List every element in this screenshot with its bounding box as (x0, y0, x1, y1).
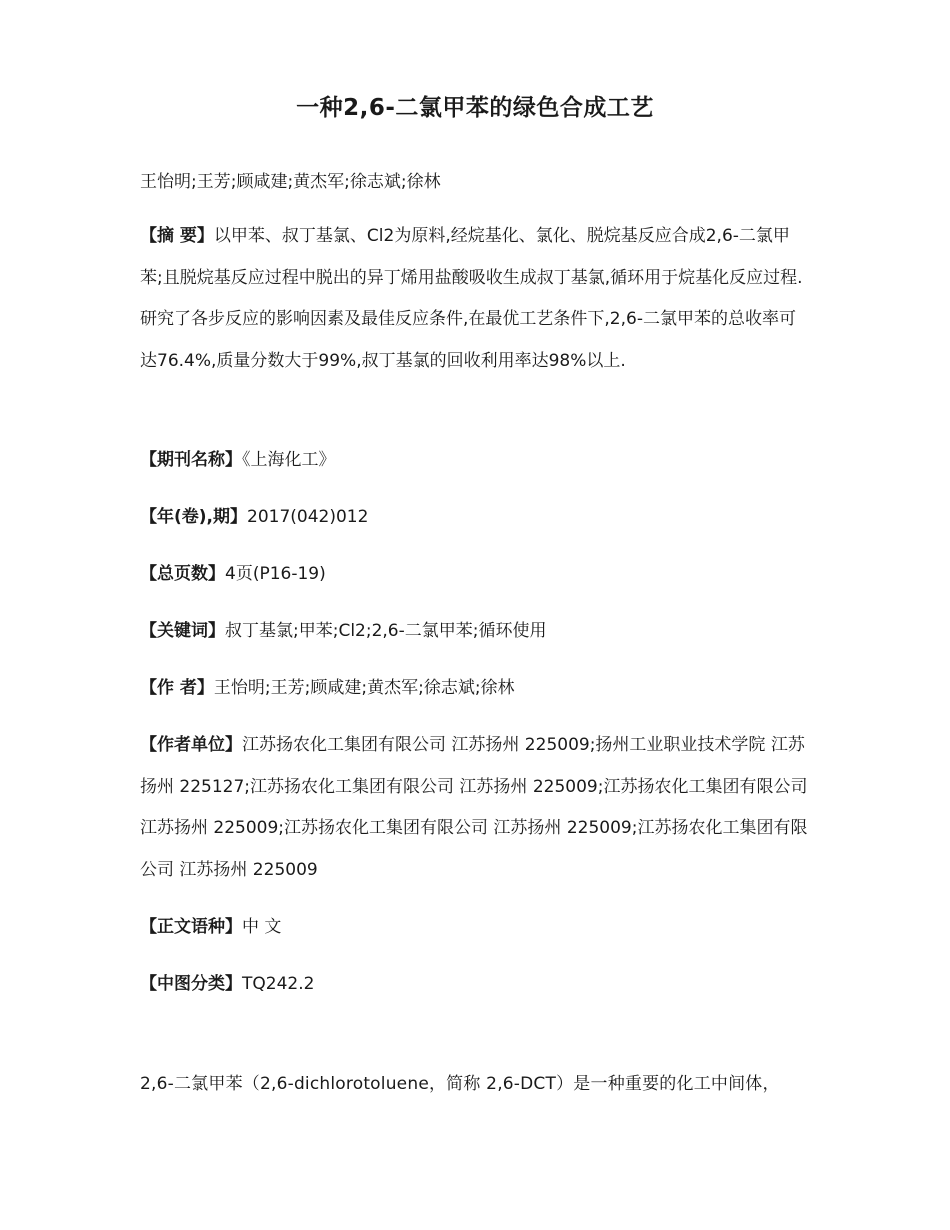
affiliation-label: 【作者单位】 (140, 735, 242, 755)
author-label: 【作 者】 (140, 678, 214, 698)
journal-label: 【期刊名称】 (140, 450, 242, 470)
total-pages-value: 4页(P16-19) (225, 564, 326, 584)
authors-line: 王怡明;王芳;顾咸建;黄杰军;徐志斌;徐林 (140, 172, 441, 192)
body-paragraph-first-line: 2,6-二氯甲苯（2,6-dichlorotoluene，简称 2,6-DCT）是一种重要的化工中间体， (140, 1074, 780, 1094)
keywords-label: 【关键词】 (140, 621, 225, 641)
journal-value: 《上海化工》 (242, 450, 336, 470)
language-value: 中 文 (242, 917, 282, 937)
affiliation-value: 江苏扬农化工集团有限公司 江苏扬州 225009;扬州工业职业技术学院 江苏扬州 225127;江苏扬农化工集团有限公司 江苏扬州 225009;江苏扬农化工集团有限公司 江苏扬州 225009;江苏扬农化工集团有限公司 江苏扬州 225009;江苏扬农化工集团有限公司 江苏扬州 225009 (140, 735, 808, 880)
journal-field (140, 440, 812, 482)
author-field (140, 668, 812, 710)
keywords-value: 叔丁基氯;甲苯;Cl2;2,6-二氯甲苯;循环使用 (225, 621, 547, 641)
author-value: 王怡明;王芳;顾咸建;黄杰军;徐志斌;徐林 (213, 678, 515, 698)
classification-field (140, 964, 812, 1006)
total-pages-field (140, 554, 812, 596)
classification-label: 【中图分类】 (140, 974, 242, 994)
year-volume-issue-value: 2017(042)012 (247, 507, 369, 527)
year-volume-issue-field (140, 497, 812, 539)
total-pages-label: 【总页数】 (140, 564, 225, 584)
paper-title: 一种2,6-二氯甲苯的绿色合成工艺 (296, 95, 654, 121)
abstract-text: 以甲苯、叔丁基氯、Cl2为原料,经烷基化、氯化、脱烷基反应合成2,6-二氯甲苯;且脱烷基反应过程中脱出的异丁烯用盐酸吸收生成叔丁基氯,循环用于烷基化反应过程.研究了各步反应的影响因素及最佳反应条件,在最优工艺条件下,2,6-二氯甲苯的总收率可达76.4%,质量分数大于99%,叔丁基氯的回收利用率达98%以上. (140, 226, 803, 371)
abstract-label: 【摘 要】 (140, 226, 214, 246)
abstract-field (140, 216, 812, 382)
keywords-field (140, 611, 812, 653)
affiliation-field (140, 725, 812, 891)
language-field (140, 907, 812, 949)
classification-value: TQ242.2 (242, 974, 315, 994)
language-label: 【正文语种】 (140, 917, 242, 937)
year-volume-issue-label: 【年(卷),期】 (140, 507, 247, 527)
